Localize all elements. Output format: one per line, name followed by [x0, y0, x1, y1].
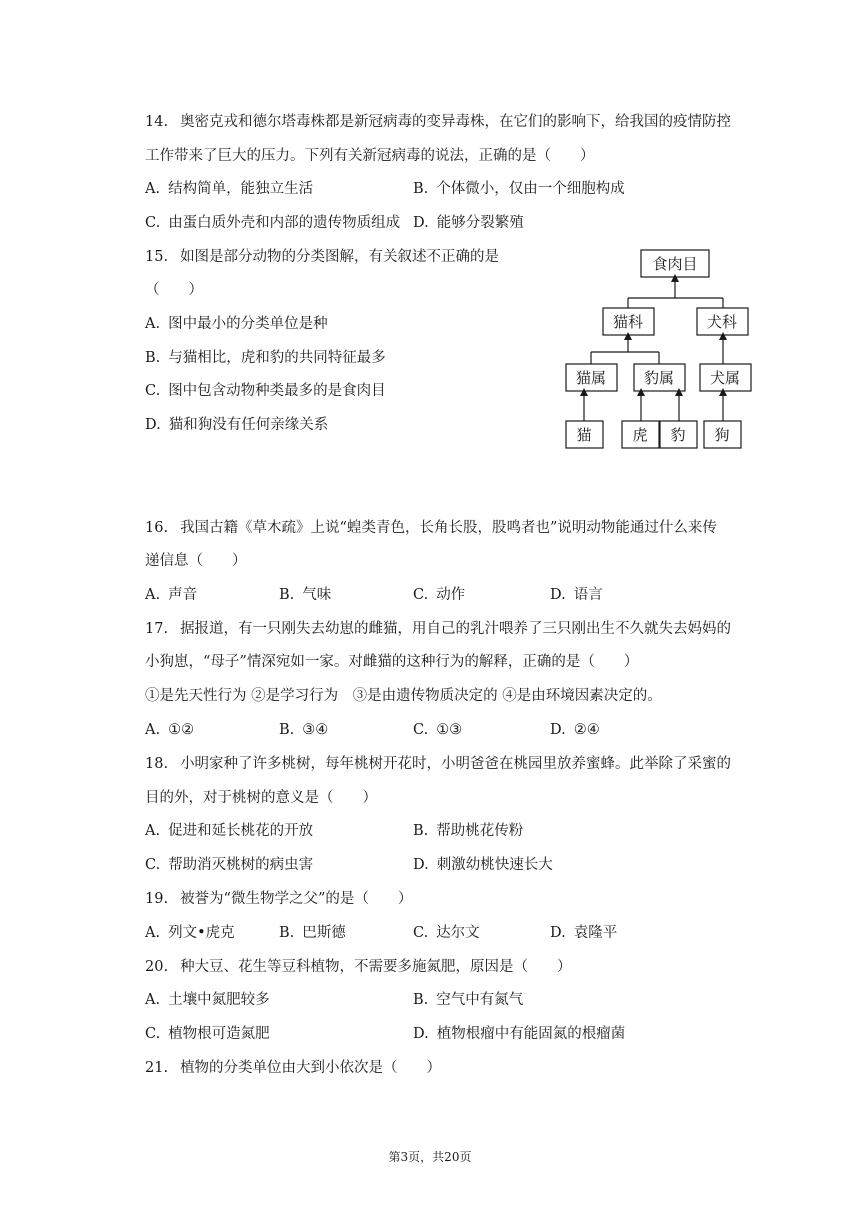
- q15-option-d: D. 猫和狗没有任何亲缘关系: [145, 417, 329, 433]
- tree-label-genus-canis: 犬属: [709, 369, 741, 387]
- q16-option-d: D. 语言: [550, 587, 603, 603]
- tree-box-species-tiger: [622, 421, 659, 448]
- q20-number: 20.: [145, 959, 169, 975]
- q19-option-a: A. 列文•虎克: [145, 925, 235, 941]
- q17-stem-line1: 17. 据报道，有一只刚失去幼崽的雌猫，用自己的乳汁喂养了三只刚出生不久就失去妈妈的: [145, 621, 732, 637]
- tree-label-family-cat: 猫科: [612, 313, 644, 331]
- q20-option-b: B. 空气中有氮气: [413, 992, 524, 1008]
- q16-option-a: A. 声音: [145, 587, 198, 603]
- tree-box-species-dog: [704, 421, 741, 448]
- q17-option-b: B. ③④: [279, 722, 329, 738]
- q19-option-d: D. 袁隆平: [550, 925, 618, 941]
- tree-box-family-cat: [603, 308, 654, 335]
- tree-label-species-tiger: 虎: [632, 426, 648, 444]
- q20-option-d: D. 植物根瘤中有能固氮的根瘤菌: [413, 1026, 626, 1042]
- tree-box-order: [641, 250, 709, 277]
- q14-number: 14.: [145, 114, 169, 130]
- q18-option-d: D. 刺激幼桃快速长大: [413, 857, 553, 873]
- q18-option-b: B. 帮助桃花传粉: [413, 823, 524, 839]
- tree-box-species-cat: [566, 421, 603, 448]
- tree-box-genus-felis: [566, 364, 617, 391]
- q15-option-a: A. 图中最小的分类单位是种: [145, 316, 328, 332]
- q17-stem-line2: 小狗崽，“母子”情深宛如一家。对雌猫的这种行为的解释，正确的是（ ）: [145, 654, 639, 670]
- q20-stem-line1: 20. 种大豆、花生等豆科植物，不需要多施氮肥，原因是（ ）: [145, 959, 572, 975]
- q19-option-c: C. 达尔文: [413, 925, 480, 941]
- q16-stem-line2: 递信息（ ）: [145, 553, 247, 569]
- tree-label-species-cat: 猫: [576, 426, 592, 444]
- q18-option-c: C. 帮助消灭桃树的病虫害: [145, 857, 314, 873]
- q16-stem-line1: 16. 我国古籍《草木疏》上说“蝗类青色，长角长股，股鸣者也”说明动物能通过什么来传: [145, 520, 717, 536]
- q15-stem-line2: （ ）: [145, 282, 203, 298]
- q14-option-a: A. 结构简单，能独立生活: [145, 181, 314, 197]
- q17-option-d: D. ②④: [550, 722, 600, 738]
- q19-number: 19.: [145, 891, 169, 907]
- q18-stem-line2: 目的外，对于桃树的意义是（ ）: [145, 790, 377, 806]
- tree-label-genus-felis: 猫属: [575, 369, 607, 387]
- tree-label-family-dog: 犬科: [706, 313, 738, 331]
- q18-option-a: A. 促进和延长桃花的开放: [145, 823, 314, 839]
- q16-option-b: B. 气味: [279, 587, 332, 603]
- tree-box-genus-canis: [700, 364, 751, 391]
- q15-option-c: C. 图中包含动物种类最多的是食肉目: [145, 383, 386, 399]
- tree-label-genus-panthera: 豹属: [643, 369, 675, 387]
- tree-box-family-dog: [697, 308, 748, 335]
- tree-box-genus-panthera: [634, 364, 685, 391]
- tree-label-species-dog: 狗: [714, 426, 730, 444]
- tree-label-order: 食肉目: [652, 255, 698, 273]
- tree-box-species-leopard: [660, 421, 697, 448]
- q17-option-c: C. ①③: [413, 722, 463, 738]
- q20-option-c: C. 植物根可造氮肥: [145, 1026, 270, 1042]
- q20-option-a: A. 土壤中氮肥较多: [145, 992, 270, 1008]
- q17-number: 17.: [145, 621, 169, 637]
- tree-label-species-leopard: 豹: [670, 426, 686, 444]
- q16-number: 16.: [145, 520, 169, 536]
- q14-option-b: B. 个体微小，仅由一个细胞构成: [413, 181, 625, 197]
- q17-option-a: A. ①②: [145, 722, 195, 738]
- q15-option-b: B. 与猫相比，虎和豹的共同特征最多: [145, 350, 386, 366]
- q19-stem-line1: 19. 被誉为“微生物学之父”的是（ ）: [145, 891, 413, 907]
- page-footer: 第3页，共20页: [388, 1150, 472, 1164]
- q14-stem-line2: 工作带来了巨大的压力。下列有关新冠病毒的说法，正确的是（ ）: [145, 148, 595, 164]
- q18-stem-line1: 18. 小明家种了许多桃树，每年桃树开花时，小明爸爸在桃园里放养蜜蜂。此举除了采蜜的: [145, 756, 732, 772]
- q19-option-b: B. 巴斯德: [279, 925, 346, 941]
- q16-option-c: C. 动作: [413, 587, 466, 603]
- q14-option-d: D. 能够分裂繁殖: [413, 215, 524, 231]
- q14-stem-line1: 14. 奥密克戎和德尔塔毒株都是新冠病毒的变异毒株，在它们的影响下，给我国的疫情防控: [145, 114, 732, 130]
- q15-number: 15.: [145, 249, 169, 265]
- q18-number: 18.: [145, 756, 169, 772]
- q17-stem-line3: ①是先天性行为 ②是学习行为 ③是由遗传物质决定的 ④是由环境因素决定的。: [145, 688, 662, 704]
- q21-stem-line1: 21. 植物的分类单位由大到小依次是（ ）: [145, 1060, 442, 1076]
- q14-option-c: C. 由蛋白质外壳和内部的遗传物质组成: [145, 215, 401, 231]
- q15-stem-line1: 15. 如图是部分动物的分类图解，有关叙述不正确的是: [145, 249, 500, 265]
- q21-number: 21.: [145, 1060, 169, 1076]
